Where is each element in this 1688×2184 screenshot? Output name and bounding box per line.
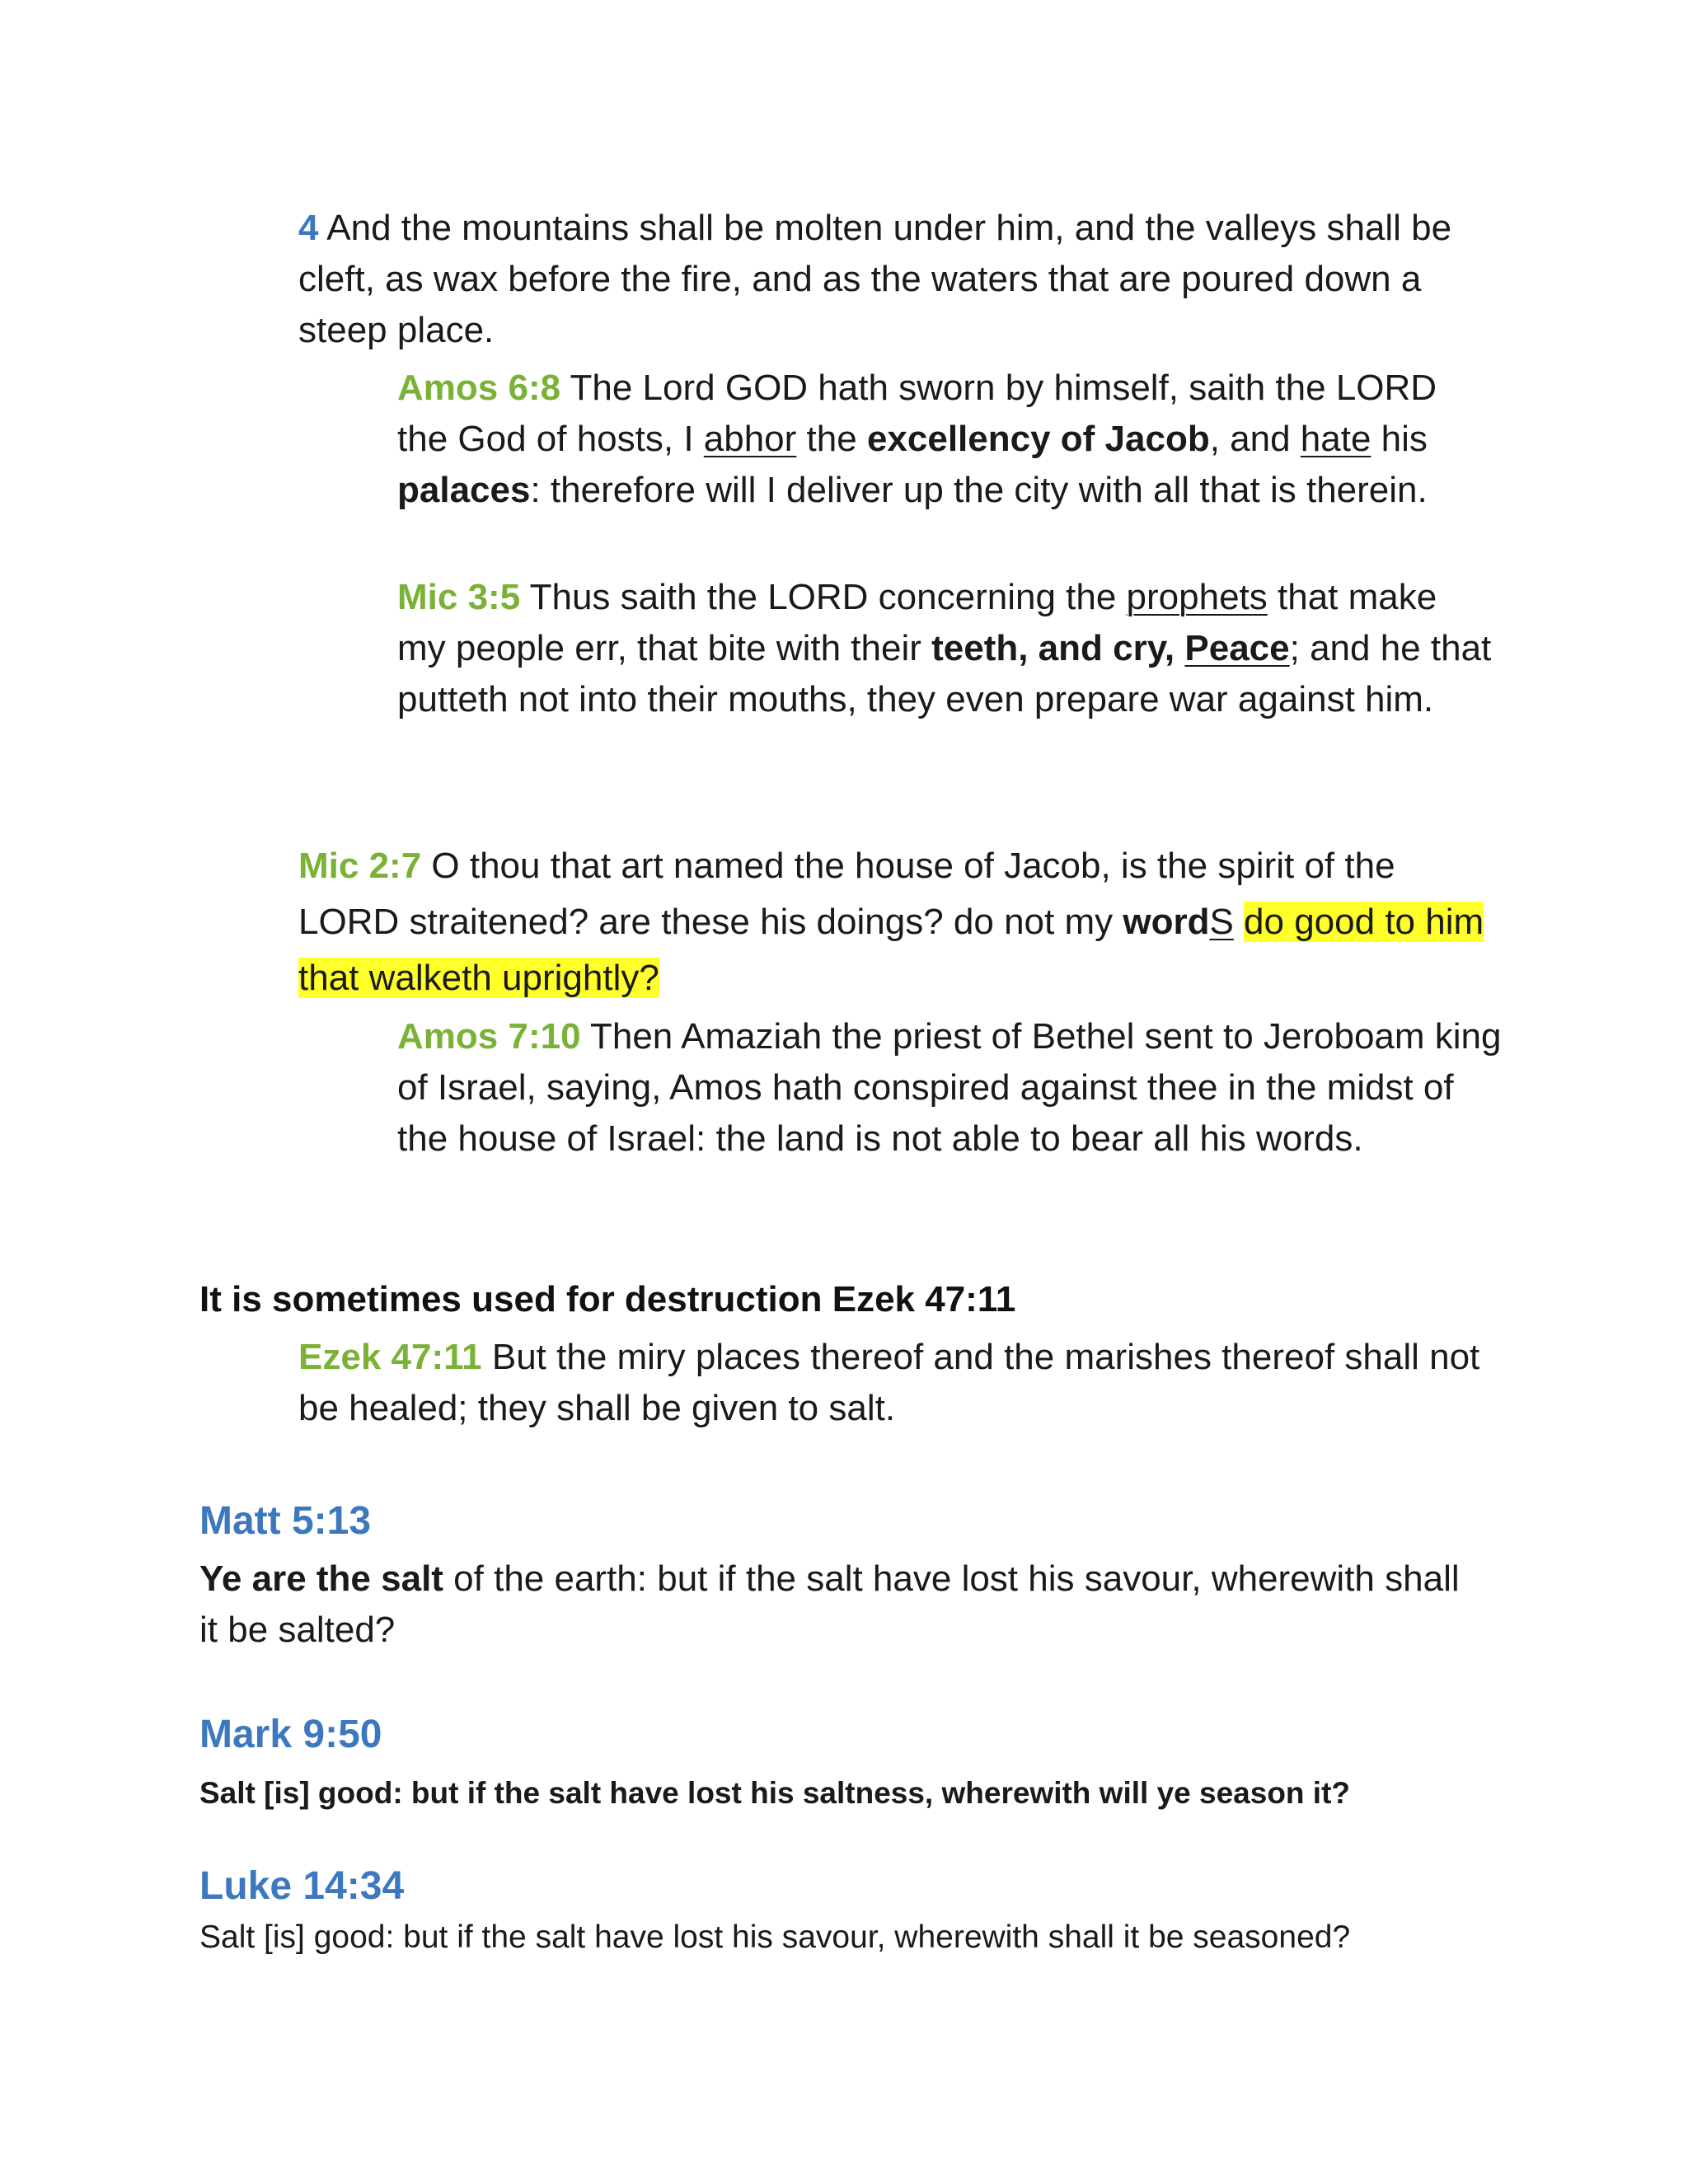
mic-2-7-ref: Mic 2:7 — [298, 846, 422, 886]
amos-6-8-passage — [397, 363, 1493, 516]
passage-text: of the earth: but if the salt have lost his savour, wherewith shall it be salted? — [199, 1558, 1460, 1650]
passage-text: ; and he that putteth not into their mouths, they even prepare war against him. — [397, 628, 1492, 719]
passage-text: Then Amaziah the priest of Bethel sent to Jeroboam king of Israel, saying, Amos hath conspired against thee in the midst of the house of Israel: the land is not able to bear all his words. — [397, 1016, 1502, 1159]
bold-phrase: palaces — [397, 470, 531, 510]
underlined-word: prophets — [1126, 577, 1268, 617]
matt-5-13-title: Matt 5:13 — [199, 1499, 372, 1543]
verse-number: 4 — [298, 208, 319, 248]
amos-7-10-passage — [397, 1011, 1502, 1165]
amos-7-10-ref: Amos 7:10 — [397, 1016, 581, 1057]
amos-6-8-ref: Amos 6:8 — [397, 368, 561, 408]
passage-text: his — [1371, 419, 1428, 459]
verse-text: And the mountains shall be molten under him, and the valleys shall be cleft, as wax before the fire, and as the waters that are poured down a steep place. — [298, 208, 1452, 350]
bold-phrase: teeth, and cry, — [931, 628, 1185, 668]
bold-word: word — [1123, 902, 1210, 942]
passage-text: The Lord GOD hath sworn by himself, saith the LORD the God of hosts, I — [397, 368, 1437, 459]
passage-text: that make my people err, that bite with their — [397, 577, 1437, 668]
destruction-heading: It is sometimes used for destruction Ezek 47:11 — [199, 1279, 1016, 1319]
ezek-47-11-passage — [298, 1332, 1493, 1434]
mark-9-50-title: Mark 9:50 — [199, 1713, 382, 1756]
ezek-47-11-ref: Ezek 47:11 — [298, 1337, 482, 1377]
passage-text — [1234, 902, 1244, 942]
mark-9-50-text: Salt [is] good: but if the salt have lost his saltness, wherewith will ye season it? — [199, 1776, 1351, 1810]
matt-5-13-text — [199, 1554, 1485, 1656]
mic-2-7-passage — [298, 838, 1493, 1006]
bold-underlined-word: Peace — [1184, 628, 1290, 668]
bold-phrase: Ye are the salt — [199, 1558, 443, 1599]
luke-14-34-text: Salt [is] good: but if the salt have lost his savour, wherewith shall it be seasoned? — [199, 1919, 1351, 1955]
passage-text: O thou that art named the house of Jacob, is the spirit of the LORD straitened? are these his doings? do not my — [298, 846, 1395, 942]
verse-4 — [298, 203, 1493, 356]
underlined-letter: S — [1209, 902, 1234, 942]
bold-phrase: excellency of Jacob — [866, 419, 1210, 459]
underlined-word: abhor — [703, 419, 797, 459]
passage-text: : therefore will I deliver up the city with all that is therein. — [530, 470, 1428, 510]
underlined-word: hate — [1300, 419, 1372, 459]
highlighted-phrase: do good to him that walketh uprightly? — [298, 902, 1484, 998]
passage-text: the — [796, 419, 867, 459]
passage-text: , and — [1209, 419, 1301, 459]
luke-14-34-title: Luke 14:34 — [199, 1864, 405, 1908]
mic-3-5-passage — [397, 572, 1493, 725]
passage-text: But the miry places thereof and the marishes thereof shall not be healed; they shall be given to salt. — [298, 1337, 1480, 1428]
mic-3-5-ref: Mic 3:5 — [397, 577, 521, 617]
passage-text: Thus saith the LORD concerning the — [520, 577, 1127, 617]
